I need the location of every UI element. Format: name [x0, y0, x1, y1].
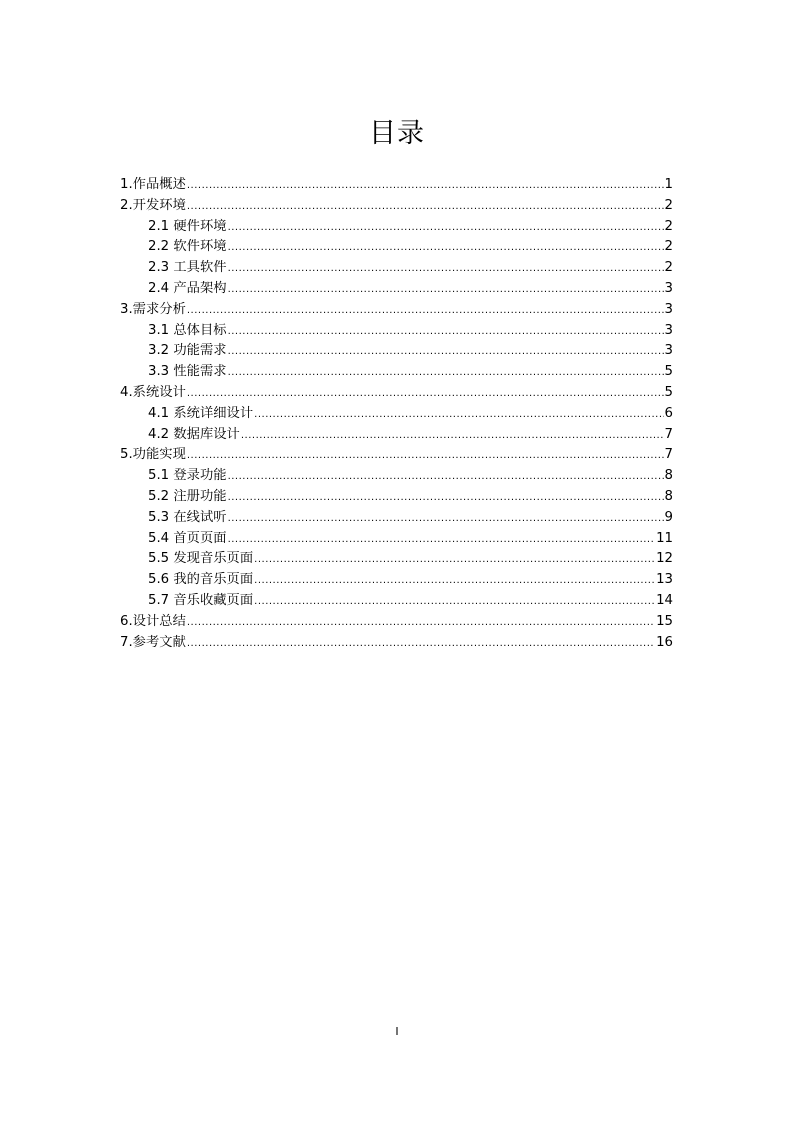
toc-dot-leader — [254, 570, 655, 592]
toc-dot-leader — [228, 341, 664, 363]
toc-entry-title: 3.3 性能需求 — [148, 364, 227, 380]
toc-entry[interactable] — [120, 529, 673, 550]
toc-dot-leader — [187, 175, 664, 197]
toc-page-number: 5 — [664, 384, 673, 400]
toc-dot-leader — [241, 425, 664, 447]
toc-entry-title: 5.1 登录功能 — [148, 468, 227, 484]
toc-entry[interactable] — [120, 279, 673, 300]
toc-entry[interactable] — [120, 487, 673, 508]
toc-entry-title: 6.设计总结 — [120, 613, 186, 629]
toc-entry-title: 2.1 硬件环境 — [148, 218, 227, 234]
toc-dot-leader — [228, 258, 664, 280]
toc-entry-title: 7.参考文献 — [120, 634, 186, 650]
toc-dot-leader — [228, 508, 664, 530]
toc-entry[interactable] — [120, 383, 673, 404]
toc-entry[interactable] — [120, 612, 673, 633]
toc-page-number: 8 — [664, 488, 673, 504]
toc-entry-title: 2.开发环境 — [120, 197, 186, 213]
toc-page-number: 14 — [656, 592, 673, 608]
toc-entry-title: 4.2 数据库设计 — [148, 426, 240, 442]
toc-dot-leader — [228, 362, 664, 384]
toc-entry-title: 4.1 系统详细设计 — [148, 405, 254, 421]
toc-entry-title: 5.3 在线试听 — [148, 509, 227, 525]
toc-page-number: 2 — [664, 197, 673, 213]
toc-dot-leader — [254, 404, 663, 426]
toc-entry[interactable] — [120, 633, 673, 654]
toc-entry[interactable] — [120, 570, 673, 591]
toc-page-number: 16 — [656, 634, 673, 650]
toc-entry-title: 1.作品概述 — [120, 177, 186, 192]
toc-dot-leader — [254, 549, 655, 571]
toc-entry[interactable] — [120, 175, 673, 196]
toc-entry[interactable] — [120, 321, 673, 342]
page-number-footer: I — [395, 1025, 399, 1038]
toc-dot-leader — [228, 487, 664, 509]
toc-entry[interactable] — [120, 196, 673, 217]
toc-entry-title: 5.4 首页页面 — [148, 530, 227, 546]
toc-dot-leader — [228, 217, 664, 239]
toc-page-number: 3 — [664, 322, 673, 338]
toc-entry-title: 2.4 产品架构 — [148, 280, 227, 296]
toc-page-number: 13 — [656, 572, 673, 588]
toc-entry-title: 3.需求分析 — [120, 301, 186, 317]
toc-page-number: 15 — [656, 613, 673, 629]
toc-entry-title: 5.7 音乐收藏页面 — [148, 592, 254, 608]
toc-entry[interactable] — [120, 466, 673, 487]
toc-entry[interactable] — [120, 362, 673, 383]
toc-entry[interactable] — [120, 549, 673, 570]
toc-page-number: 3 — [664, 280, 673, 296]
toc-entry[interactable] — [120, 237, 673, 258]
toc-page-number: 3 — [664, 343, 673, 359]
toc-entry[interactable] — [120, 217, 673, 238]
toc-entry[interactable] — [120, 300, 673, 321]
toc-entry-title: 5.5 发现音乐页面 — [148, 551, 254, 567]
toc-entry-title: 2.2 软件环境 — [148, 239, 227, 255]
toc-page-number: 5 — [664, 364, 673, 380]
toc-page-number: 9 — [664, 509, 673, 525]
table-of-contents — [120, 175, 673, 653]
toc-page-number: 2 — [664, 260, 673, 276]
toc-dot-leader — [228, 529, 656, 551]
toc-dot-leader — [228, 237, 664, 259]
toc-dot-leader — [187, 612, 655, 634]
toc-entry[interactable] — [120, 591, 673, 612]
toc-entry-title: 5.功能实现 — [120, 447, 186, 463]
toc-entry-title: 3.1 总体目标 — [148, 322, 227, 338]
toc-entry[interactable] — [120, 508, 673, 529]
page-title: 目录 — [369, 118, 425, 149]
toc-dot-leader — [228, 279, 664, 301]
toc-entry-title: 5.6 我的音乐页面 — [148, 572, 254, 588]
toc-entry[interactable] — [120, 404, 673, 425]
toc-entry-title: 2.3 工具软件 — [148, 260, 227, 276]
toc-entry[interactable] — [120, 445, 673, 466]
toc-dot-leader — [228, 321, 664, 343]
toc-entry-title: 4.系统设计 — [120, 384, 186, 400]
toc-dot-leader — [187, 300, 664, 322]
toc-dot-leader — [187, 383, 664, 405]
toc-page-number: 7 — [664, 426, 673, 442]
toc-entry[interactable] — [120, 425, 673, 446]
toc-page-number: 8 — [664, 468, 673, 484]
toc-page-number: 7 — [664, 447, 673, 463]
toc-page-number: 1 — [664, 177, 673, 192]
toc-entry-title: 5.2 注册功能 — [148, 488, 227, 504]
toc-entry-title: 3.2 功能需求 — [148, 343, 227, 359]
toc-dot-leader — [187, 196, 664, 218]
toc-dot-leader — [187, 445, 664, 467]
toc-entry[interactable] — [120, 341, 673, 362]
toc-page-number: 11 — [656, 530, 673, 546]
toc-page-number: 2 — [664, 218, 673, 234]
toc-page-number: 12 — [656, 551, 673, 567]
toc-page-number: 3 — [664, 301, 673, 317]
toc-page-number: 6 — [664, 405, 673, 421]
toc-dot-leader — [187, 633, 655, 655]
toc-dot-leader — [254, 591, 655, 613]
toc-page-number: 2 — [664, 239, 673, 255]
toc-entry[interactable] — [120, 258, 673, 279]
toc-dot-leader — [228, 466, 664, 488]
